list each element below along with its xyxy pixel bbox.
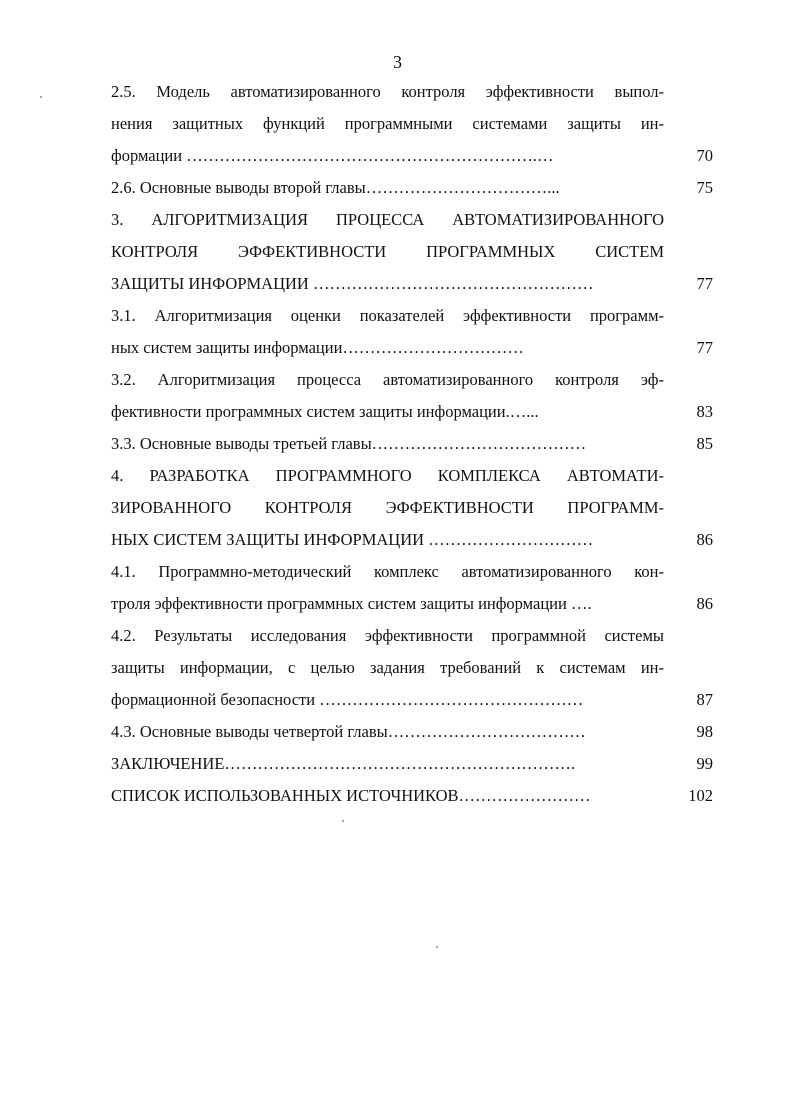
toc-entry-text-line: 2.6. Основные выводы второй главы……………………………... xyxy=(111,178,560,197)
toc-entry-text-line: 4. РАЗРАБОТКА ПРОГРАММНОГО КОМПЛЕКСА АВТОМАТИ- xyxy=(111,466,664,485)
toc-entry-3-3 xyxy=(111,428,713,460)
toc-page-number: 86 xyxy=(696,530,713,549)
toc-entry-text-line: 3. АЛГОРИТМИЗАЦИЯ ПРОЦЕССА АВТОМАТИЗИРОВАННОГО xyxy=(111,210,664,229)
toc-entry-3-2 xyxy=(111,364,713,428)
toc-entry-text-line: 4.2. Результаты исследования эффективности программной системы xyxy=(111,626,664,645)
toc-entry-4-2 xyxy=(111,620,713,716)
toc-entry-text-line: ЗИРОВАННОГО КОНТРОЛЯ ЭФФЕКТИВНОСТИ ПРОГРАММ- xyxy=(111,498,664,517)
toc-entry-text-line: 3.1. Алгоритмизация оценки показателей эффективности программ- xyxy=(111,306,664,325)
toc-entry-references xyxy=(111,780,713,812)
toc-page-number: 102 xyxy=(688,786,713,805)
toc-entry-text-line: нения защитных функций программными системами защиты ин- xyxy=(111,114,664,133)
toc-page-number: 77 xyxy=(696,338,713,357)
toc-page-number: 70 xyxy=(696,146,713,165)
toc-entry-text-line: 4.3. Основные выводы четвертой главы……………………………… xyxy=(111,722,586,741)
toc-entry-text-line: ЗАКЛЮЧЕНИЕ………………………………………………………. xyxy=(111,754,576,773)
toc-entry-text-line: 4.1. Программно-методический комплекс автоматизированного кон- xyxy=(111,562,664,581)
toc-entry-conclusion xyxy=(111,748,713,780)
toc-page-number: 77 xyxy=(696,274,713,293)
table-of-contents xyxy=(111,76,713,812)
toc-entry-text-line: НЫХ СИСТЕМ ЗАЩИТЫ ИНФОРМАЦИИ ………………………… xyxy=(111,530,594,549)
toc-entry-text-line: защиты информации, с целью задания требований к системам ин- xyxy=(111,658,664,677)
toc-entry-4-1 xyxy=(111,556,713,620)
toc-entry-text-line: формационной безопасности ………………………………………… xyxy=(111,690,584,709)
page-number: 3 xyxy=(393,52,402,72)
scan-speck xyxy=(342,820,344,822)
toc-entry-text-line: 2.5. Модель автоматизированного контроля эффективности выпол- xyxy=(111,82,664,101)
toc-page-number: 98 xyxy=(696,722,713,741)
toc-page-number: 85 xyxy=(696,434,713,453)
scan-speck xyxy=(40,96,42,98)
toc-page-number: 75 xyxy=(696,178,713,197)
toc-entry-text-line: 3.2. Алгоритмизация процесса автоматизированного контроля эф- xyxy=(111,370,664,389)
toc-page-number: 86 xyxy=(696,594,713,613)
toc-entry-text-line: ных систем защиты информации…………………………… xyxy=(111,338,524,357)
toc-entry-3-1 xyxy=(111,300,713,364)
scan-speck xyxy=(436,946,438,948)
toc-entry-chapter-3 xyxy=(111,204,713,300)
toc-page-number: 99 xyxy=(696,754,713,773)
toc-page-number: 87 xyxy=(696,690,713,709)
toc-entry-text-line: формации ……………………………………………………….… xyxy=(111,146,554,165)
toc-entry-2-5 xyxy=(111,76,713,172)
toc-entry-text-line: СПИСОК ИСПОЛЬЗОВАННЫХ ИСТОЧНИКОВ…………………… xyxy=(111,786,591,805)
toc-page-number: 83 xyxy=(696,402,713,421)
toc-entry-text-line: 3.3. Основные выводы третьей главы………………………………… xyxy=(111,434,587,453)
toc-entry-text-line: ЗАЩИТЫ ИНФОРМАЦИИ …………………………………………… xyxy=(111,274,594,293)
toc-entry-2-6 xyxy=(111,172,713,204)
toc-entry-text-line: троля эффективности программных систем защиты информации …. xyxy=(111,594,592,613)
toc-entry-4-3 xyxy=(111,716,713,748)
toc-entry-text-line: фективности программных систем защиты информации.…... xyxy=(111,402,539,421)
toc-entry-text-line: КОНТРОЛЯ ЭФФЕКТИВНОСТИ ПРОГРАММНЫХ СИСТЕМ xyxy=(111,242,664,261)
toc-entry-chapter-4 xyxy=(111,460,713,556)
